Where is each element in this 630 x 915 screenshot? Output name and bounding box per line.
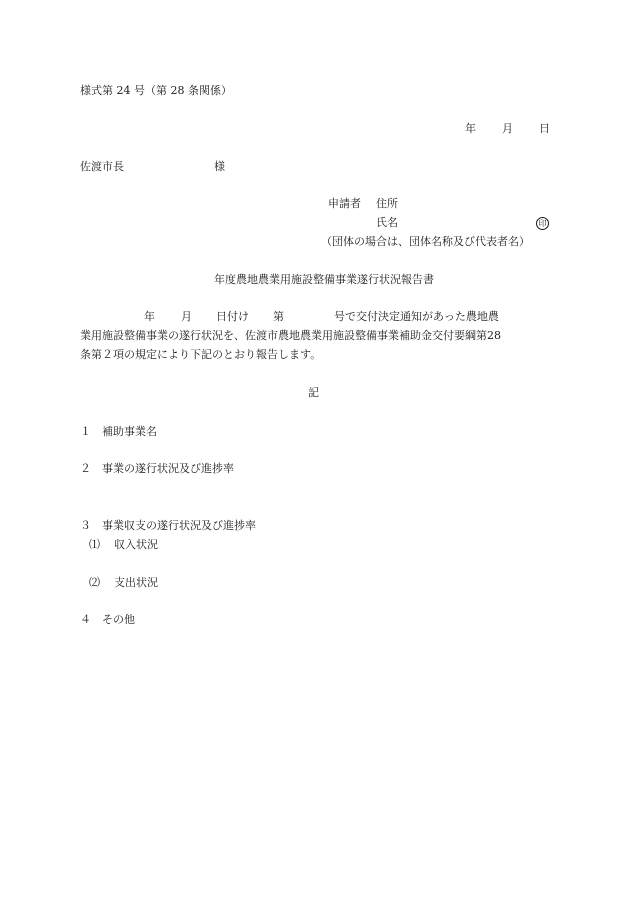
body-paragraph bbox=[80, 307, 552, 364]
applicant-role-label: 申請者 bbox=[328, 197, 361, 210]
item-3-label: 事業収支の遂行状況及び進捗率 bbox=[102, 519, 256, 532]
date-month: 月 bbox=[502, 122, 513, 135]
ki-heading: 記 bbox=[308, 386, 319, 399]
body-line-3: 条第２項の規定により下記のとおり報告します。 bbox=[80, 348, 322, 361]
form-label: 様式第 24 号（第 28 条関係） bbox=[80, 84, 232, 97]
body-line1-rest: 号で交付決定通知があった農地農 bbox=[334, 310, 499, 323]
body-line-2: 業用施設整備事業の遂行状況を、佐渡市農地農業用施設整備事業補助金交付要綱第28 bbox=[80, 329, 501, 342]
document-title: 年度農地農業用施設整備事業遂行状況報告書 bbox=[214, 273, 434, 286]
addressee-honorific: 様 bbox=[214, 160, 225, 173]
item-3-number: ３ bbox=[80, 519, 91, 532]
body-dated: 日付け bbox=[216, 310, 249, 323]
date-year: 年 bbox=[465, 122, 476, 135]
item-2-number: ２ bbox=[80, 462, 91, 475]
body-line-1 bbox=[80, 307, 552, 326]
applicant-note: （団体の場合は、団体名称及び代表者名） bbox=[321, 235, 530, 248]
item-4-number: ４ bbox=[80, 613, 91, 626]
item-2-label: 事業の遂行状況及び進捗率 bbox=[102, 462, 234, 475]
item-3-2-label: 支出状況 bbox=[114, 576, 158, 589]
date-line bbox=[465, 122, 476, 136]
item-3-1-number: ⑴ bbox=[89, 538, 100, 551]
date-day: 日 bbox=[539, 122, 550, 135]
item-4-label: その他 bbox=[102, 613, 135, 626]
applicant-address-label: 住所 bbox=[376, 197, 398, 210]
body-month: 月 bbox=[181, 310, 192, 323]
item-1-label: 補助事業名 bbox=[102, 425, 157, 438]
item-3-1-label: 収入状況 bbox=[114, 538, 158, 551]
seal-icon: 印 bbox=[536, 217, 549, 230]
seal-mark bbox=[536, 216, 549, 230]
applicant-name-label: 氏名 bbox=[376, 216, 398, 229]
item-1-number: １ bbox=[80, 425, 91, 438]
body-year: 年 bbox=[144, 310, 155, 323]
addressee-name: 佐渡市長 bbox=[80, 160, 124, 173]
item-3-2-number: ⑵ bbox=[89, 576, 100, 589]
body-dai: 第 bbox=[273, 310, 284, 323]
